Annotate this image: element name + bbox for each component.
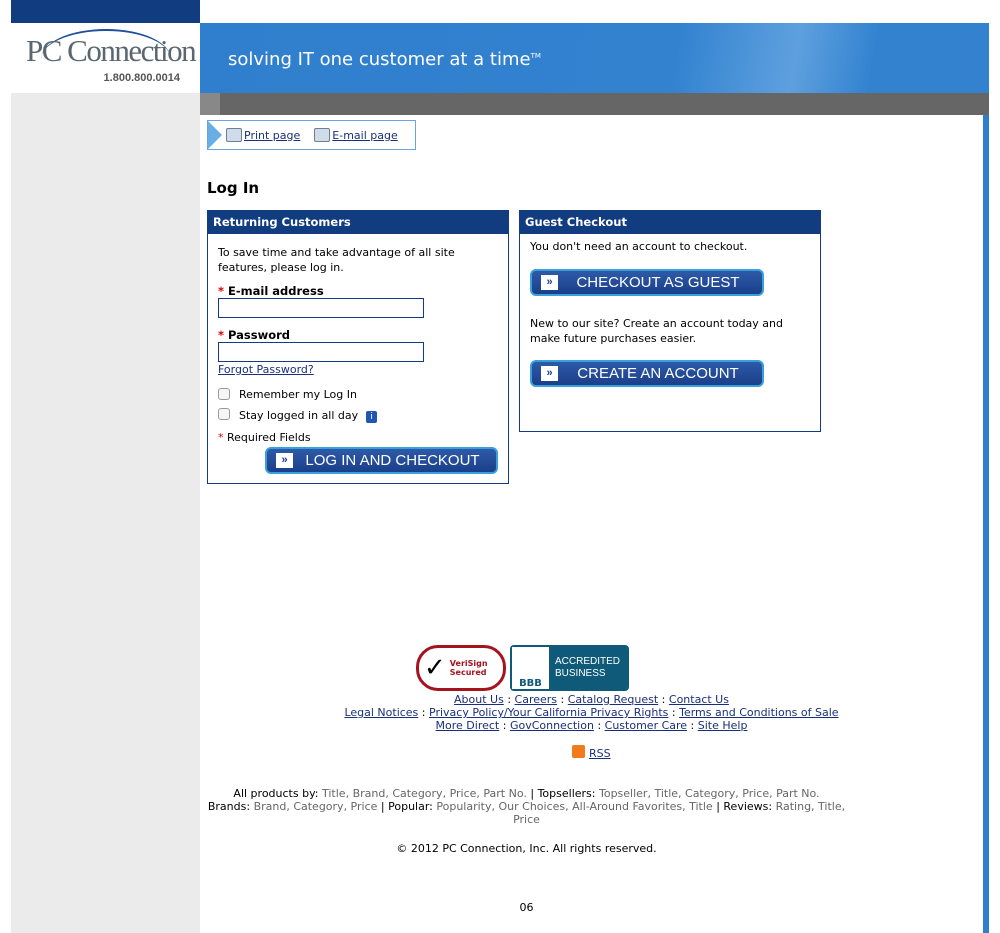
- product-sort-links: All products by: Title, Brand, Category, Price, Part No. | Topsellers: Topseller, Title, Category, Price, Part No. Brands: Brand, Category, Price | Popular: Popularity, Our Choices, All-Around Favorites, Title | Reviews: Rating, Title, Price: [207, 787, 846, 826]
- guest-text: You don't need an account to checkout.: [530, 240, 748, 253]
- info-icon[interactable]: i: [366, 411, 377, 423]
- banner: [200, 23, 989, 93]
- panel-title: Returning Customers: [208, 211, 508, 234]
- contact-us-link[interactable]: Contact Us: [668, 693, 729, 706]
- right-border: [983, 115, 989, 933]
- rss-row: [200, 745, 983, 760]
- printer-icon: [226, 128, 242, 142]
- nav-band: [200, 93, 989, 115]
- about-us-link[interactable]: About Us: [454, 693, 504, 706]
- privacy-policy-link[interactable]: Privacy Policy/Your California Privacy Rights: [429, 706, 669, 719]
- email-input[interactable]: [218, 298, 424, 318]
- stay-logged-in-label: Stay logged in all day: [239, 409, 359, 422]
- email-label: E-mail address: [228, 284, 324, 298]
- logo-name: PC Connection: [26, 33, 196, 68]
- careers-link[interactable]: Careers: [514, 693, 558, 706]
- customer-care-link[interactable]: Customer Care: [604, 719, 688, 732]
- email-icon: [314, 128, 330, 142]
- govconnection-link[interactable]: GovConnection: [509, 719, 594, 732]
- terms-link[interactable]: Terms and Conditions of Sale: [679, 706, 839, 719]
- required-fields-note: Required Fields: [227, 431, 311, 444]
- more-direct-link[interactable]: More Direct: [435, 719, 500, 732]
- required-asterisk: *: [218, 284, 225, 298]
- rss-link[interactable]: RSS: [588, 747, 611, 760]
- legal-notices-link[interactable]: Legal Notices: [344, 706, 419, 719]
- remember-checkbox[interactable]: [218, 388, 230, 400]
- bbb-logo: BBB: [512, 647, 549, 689]
- stay-logged-in-checkbox[interactable]: [218, 408, 230, 420]
- double-chevron-icon: »: [276, 453, 293, 468]
- phone-number: 1.800.800.0014: [103, 72, 180, 84]
- catalog-request-link[interactable]: Catalog Request: [567, 693, 659, 706]
- site-help-link[interactable]: Site Help: [697, 719, 748, 732]
- email-page-link[interactable]: E-mail page: [332, 128, 398, 142]
- page-tools: [207, 120, 416, 150]
- top-bar: [11, 0, 200, 23]
- forgot-password-link[interactable]: Forgot Password?: [218, 363, 314, 376]
- required-asterisk: *: [218, 328, 225, 342]
- create-account-button[interactable]: » CREATE AN ACCOUNT: [530, 360, 764, 387]
- double-chevron-icon: »: [541, 275, 558, 290]
- left-sidebar: [11, 93, 200, 933]
- checkmark-icon: ✓: [424, 653, 446, 683]
- page-number: 06: [519, 901, 534, 914]
- guest-checkout-panel: [519, 210, 821, 432]
- double-chevron-icon: »: [541, 366, 558, 381]
- checkout-as-guest-button[interactable]: » CHECKOUT AS GUEST: [530, 269, 764, 296]
- panel-title: Guest Checkout: [520, 211, 820, 234]
- password-label: Password: [228, 328, 291, 342]
- logo[interactable]: [11, 23, 200, 93]
- remember-label: Remember my Log In: [239, 388, 357, 401]
- copyright: © 2012 PC Connection, Inc. All rights reserved.: [396, 842, 657, 855]
- footer-links-row-1: About Us : Careers : Catalog Request : Contact Us: [454, 693, 729, 706]
- password-input[interactable]: [218, 342, 424, 362]
- print-page-link[interactable]: Print page: [244, 128, 301, 142]
- intro-text: To save time and take advantage of all site features, please log in.: [218, 246, 455, 274]
- verisign-badge[interactable]: ✓ VeriSign Secured: [416, 645, 506, 691]
- create-account-text: New to our site? Create an account today and make future purchases easier.: [530, 317, 783, 345]
- page-title: Log In: [207, 179, 260, 197]
- login-checkout-button[interactable]: » LOG IN AND CHECKOUT: [265, 447, 498, 474]
- bbb-badge[interactable]: BBB ACCREDITED BUSINESS: [510, 645, 629, 691]
- rss-icon[interactable]: [572, 745, 585, 758]
- returning-customers-panel: [207, 210, 509, 484]
- footer-links-row-2: Legal Notices : Privacy Policy/Your California Privacy Rights : Terms and Conditions of Sale: [344, 706, 839, 719]
- footer-links-row-3: More Direct : GovConnection : Customer Care : Site Help: [435, 719, 748, 732]
- tagline: solving IT one customer at a time™: [228, 49, 541, 70]
- required-asterisk: *: [218, 431, 224, 444]
